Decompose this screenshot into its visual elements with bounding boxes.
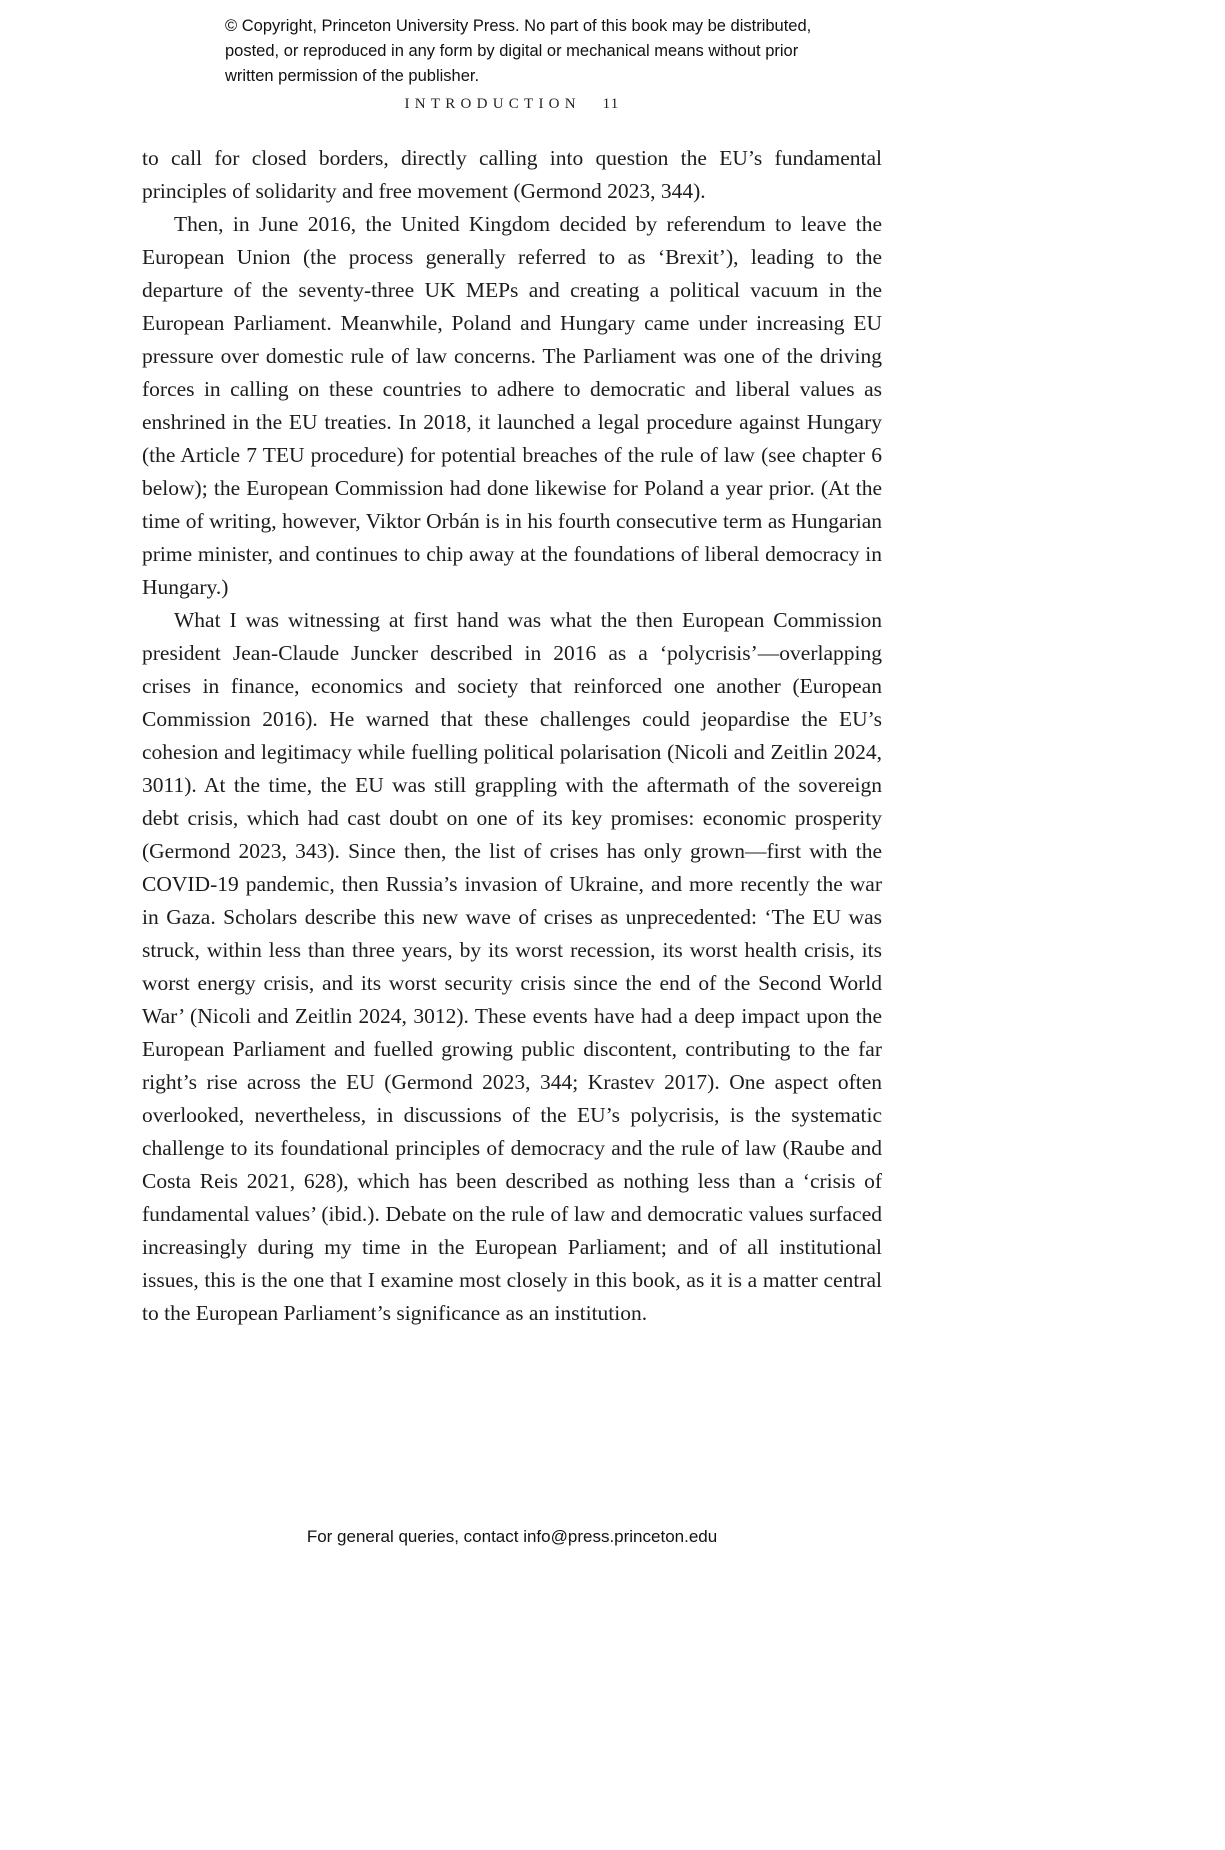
footer-contact: For general queries, contact info@press.princeton.edu [306, 1527, 718, 1546]
paragraph: Then, in June 2016, the United Kingdom decided by referendum to leave the European Union (the process generally referred to as ‘Brexit’), leading to the departure of the seventy-three UK MEPs and creating a political vacuum in the European Parliament. Meanwhile, Poland and Hungary came under increasing EU pressure over domestic rule of law concerns. The Parliament was one of the driving forces in calling on these countries to adhere to democratic and liberal values as enshrined in the EU treaties. In 2018, it launched a legal procedure against Hungary (the Article 7 TEU procedure) for potential breaches of the rule of law (see chapter 6 below); the European Commission had done likewise for Poland a year prior. (At the time of writing, however, Viktor Orbán is in his fourth consecutive term as Hungarian prime minister, and continues to chip away at the foundations of liberal democracy in Hungary.) [142, 212, 882, 599]
running-head-title: INTRODUCTION [404, 96, 581, 112]
paragraph: What I was witnessing at first hand was what the then European Commission president Jean-Claude Juncker described in 2016 as a ‘polycrisis’—overlapping crises in finance, economics and society that reinforced one another (European Commission 2016). He warned that these challenges could jeopardise the EU’s cohesion and legitimacy while fuelling political polarisation (Nicoli and Zeitlin 2024, 3011). At the time, the EU was still grappling with the aftermath of the sovereign debt crisis, which had cast doubt on one of its key promises: economic prosperity (Germond 2023, 343). Since then, the list of crises has only grown—first with the COVID-19 pandemic, then Russia’s invasion of Ukraine, and more recently the war in Gaza. Scholars describe this new wave of crises as unprecedented: ‘The EU was struck, within less than three years, by its worst recession, its worst health crisis, its worst energy crisis, and its worst security crisis since the end of the Second World War’ (Nicoli and Zeitlin 2024, 3012). These events have had a deep impact upon the European Parliament and fuelled growing public discontent, contributing to the far right’s rise across the EU (Germond 2023, 344; Krastev 2017). One aspect often overlooked, nevertheless, in discussions of the EU’s polycrisis, is the systematic challenge to its foundational principles of democracy and the rule of law (Raube and Costa Reis 2021, 628), which has been described as nothing less than a ‘crisis of fundamental values’ (ibid.). Debate on the rule of law and democratic values surfaced increasingly during my time in the European Parliament; and of all institutional issues, this is the one that I examine most closely in this book, as it is a matter central to the European Parliament’s significance as an institution. [142, 608, 882, 1325]
body-text [142, 142, 882, 1330]
paragraph: to call for closed borders, directly calling into question the EU’s fundamental principles of solidarity and free movement (Germond 2023, 344). [142, 146, 882, 203]
copyright-notice: © Copyright, Princeton University Press. No part of this book may be distributed, posted, or reproduced in any form by digital or mechanical means without prior written permission of the publisher. [225, 17, 812, 85]
page-number: 11 [602, 96, 620, 112]
running-head [142, 96, 882, 113]
